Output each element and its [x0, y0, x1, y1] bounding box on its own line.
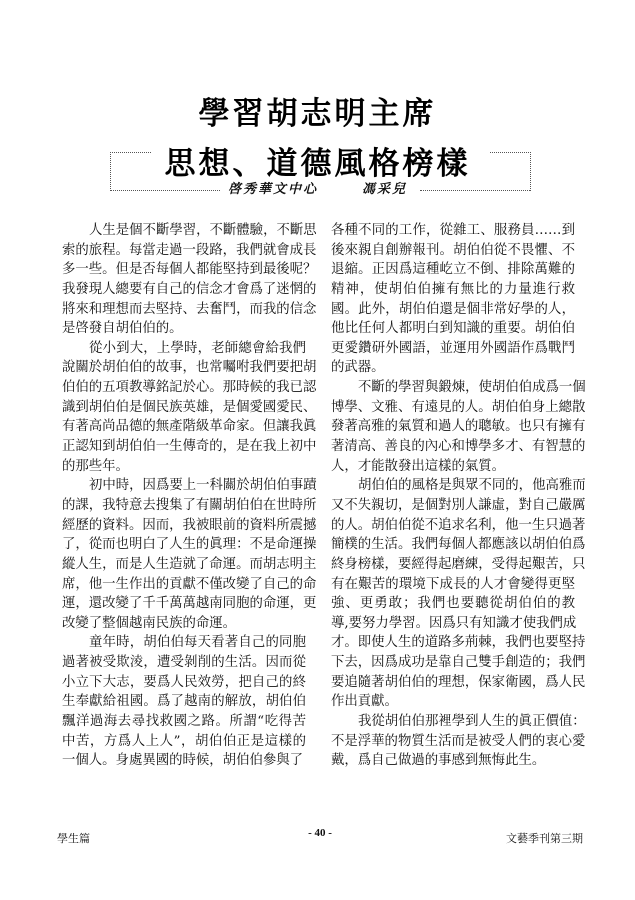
paragraph-line: 的課，我特意去搜集了有關胡伯伯在世時所 — [62, 497, 317, 513]
paragraph-line: 要追隨著胡伯伯的理想，保家衛國，爲人民 — [331, 674, 586, 690]
frame-top-right — [490, 152, 531, 191]
title-line-1: 學習胡志明主席 — [198, 96, 437, 132]
paragraph-line: 的人。胡伯伯從不追求名利，他一生只過著 — [331, 517, 586, 533]
byline-author: 馮采兒 — [362, 182, 408, 197]
paragraph-line: 作出貢獻。 — [331, 694, 398, 710]
paragraph-line: 了，從而也明白了人生的眞理：不是命運操 — [62, 537, 317, 553]
page-number: - 40 - — [308, 827, 332, 839]
paragraph-line: 有著高尚品德的無產階級革命家。但讓我眞 — [62, 419, 317, 435]
paragraph-line: 正認知到胡伯伯一生傳奇的，是在我上初中 — [62, 439, 317, 455]
paragraph-line: 戴，爲自己做過的事感到無悔此生。 — [331, 753, 546, 769]
paragraph-line: 改變了整個越南民族的命運。 — [62, 615, 237, 631]
paragraph-line: 更愛鑽研外國語，並運用外國語作爲戰鬥 — [331, 340, 575, 356]
frame-bottom-right — [420, 190, 530, 191]
paragraph-line: 將來和理想而去堅持、去奮鬥，而我的信念 — [62, 301, 317, 317]
paragraph-line: 小立下大志，要爲人民效勞，把自己的終 — [62, 674, 306, 690]
paragraph-line: 過著被受欺淩，遭受剝削的生活。因而從 — [62, 655, 306, 671]
paragraph-line: 後來親自創辦報刊。胡伯伯從不畏懼、不 — [331, 242, 575, 258]
paragraph-line: 識到胡伯伯是個民族英雄，是個愛國愛民、 — [62, 399, 317, 415]
paragraph-line: 才。即使人生的道路多荊棘，我們也要堅持 — [331, 635, 586, 651]
byline-organization: 啓秀華文中心 — [228, 182, 319, 197]
paragraph-line: 各種不同的工作，從雜工、服務員……到 — [331, 223, 575, 238]
paragraph-line: 童年時，胡伯伯每天看著自己的同胞 — [89, 635, 306, 651]
paragraph-line: 多一些。但是否每個人都能堅持到最後呢？ — [62, 262, 317, 278]
paragraph-line: 精神，使胡伯伯擁有無比的力量進行救 — [331, 281, 575, 297]
paragraph-line: 席，他一生作出的貢獻不僅改變了自己的命 — [62, 576, 317, 592]
paragraph-line: 終身榜樣，要經得起磨練，受得起艱苦，只 — [331, 556, 586, 572]
paragraph-line: 博學、文雅、有遠見的人。胡伯伯身上總散 — [331, 399, 586, 415]
paragraph-line: 我從胡伯伯那裡學到人生的眞正價值： — [358, 714, 586, 730]
paragraph-line: 運，還改變了千千萬萬越南同胞的命運，更 — [62, 596, 317, 612]
paragraph-line: 飄洋過海去尋找救國之路。所謂“吃得苦 — [62, 714, 306, 730]
paragraph-line: 人生是個不斷學習，不斷體驗，不斷思 — [89, 223, 317, 238]
footer-section: 學生篇 — [57, 833, 90, 845]
paragraph-line: 人，才能散發出這樣的氣質。 — [331, 458, 506, 474]
paragraph-line: 又不失親切，是個對別人謙虛，對自己嚴厲 — [331, 497, 586, 513]
paragraph-line: 我發現人總要有自己的信念才會爲了迷惘的 — [62, 281, 317, 297]
paragraph-line: 經歷的資料。因而，我被眼前的資料所震撼 — [62, 517, 317, 533]
paragraph-line: 發著高雅的氣質和過人的聰敏。也只有擁有 — [331, 419, 586, 435]
frame-bottom-left — [110, 190, 220, 191]
paragraph-line: 的那些年。 — [62, 458, 129, 474]
paragraph-line: 有在艱苦的環境下成長的人才會變得更堅 — [331, 576, 575, 592]
paragraph-line: 國。此外，胡伯伯還是個非常好學的人， — [331, 301, 575, 317]
paragraph-line: 不是浮華的物質生活而是被受人們的衷心愛 — [331, 733, 586, 749]
paragraph-line: 中苦，方爲人上人”，胡伯伯正是這樣的 — [62, 733, 306, 749]
paragraph-line: 一個人。身處異國的時候，胡伯伯參與了 — [62, 753, 304, 769]
frame-top-left — [110, 152, 151, 191]
right-column — [331, 221, 586, 771]
paragraph-line: 初中時，因爲要上一科關於胡伯伯事蹟 — [89, 478, 317, 494]
paragraph-line: 生奉獻給祖國。爲了越南的解放，胡伯伯 — [62, 694, 306, 710]
footer-publication: 文藝季刊第三期 — [506, 833, 583, 845]
paragraph-line: 強、更勇敢；我們也要聽從胡伯伯的教 — [331, 596, 575, 612]
paragraph-line: 伯伯的五項教導銘記於心。那時候的我已認 — [62, 380, 317, 396]
paragraph-line: 說關於胡伯伯的故事，也常囑咐我們要把胡 — [62, 360, 317, 376]
paragraph-line: 的武器。 — [331, 360, 385, 376]
paragraph-line: 下去，因爲成功是靠自己雙手創造的；我們 — [331, 655, 586, 671]
paragraph-line: 從小到大，上學時，老師總會給我們 — [89, 340, 306, 356]
paragraph-line: 退縮。正因爲這種屹立不倒、排除萬難的 — [331, 262, 575, 278]
paragraph-line: 簡樸的生活。我們每個人都應該以胡伯伯爲 — [331, 537, 586, 553]
title-line-2: 思想、道德風格榜樣 — [164, 146, 471, 182]
paragraph-line: 他比任何人都明白到知識的重要。胡伯伯 — [331, 321, 575, 337]
paragraph-line: 胡伯伯的風格是與眾不同的，他高雅而 — [358, 478, 586, 494]
paragraph-line: 不斷的學習與鍛煉，使胡伯伯成爲一個 — [358, 380, 586, 396]
paragraph-line: 縱人生，而是人生造就了命運。而胡志明主 — [62, 556, 317, 572]
paragraph-line: 索的旅程。每當走過一段路，我們就會成長 — [62, 242, 317, 258]
paragraph-line: 導,要努力學習。因爲只有知識才使我們成 — [331, 615, 577, 631]
paragraph-line: 著清高、善良的內心和博學多才、有智慧的 — [331, 439, 586, 455]
left-column — [62, 221, 317, 771]
paragraph-line: 是啓發自胡伯伯的。 — [62, 321, 183, 337]
